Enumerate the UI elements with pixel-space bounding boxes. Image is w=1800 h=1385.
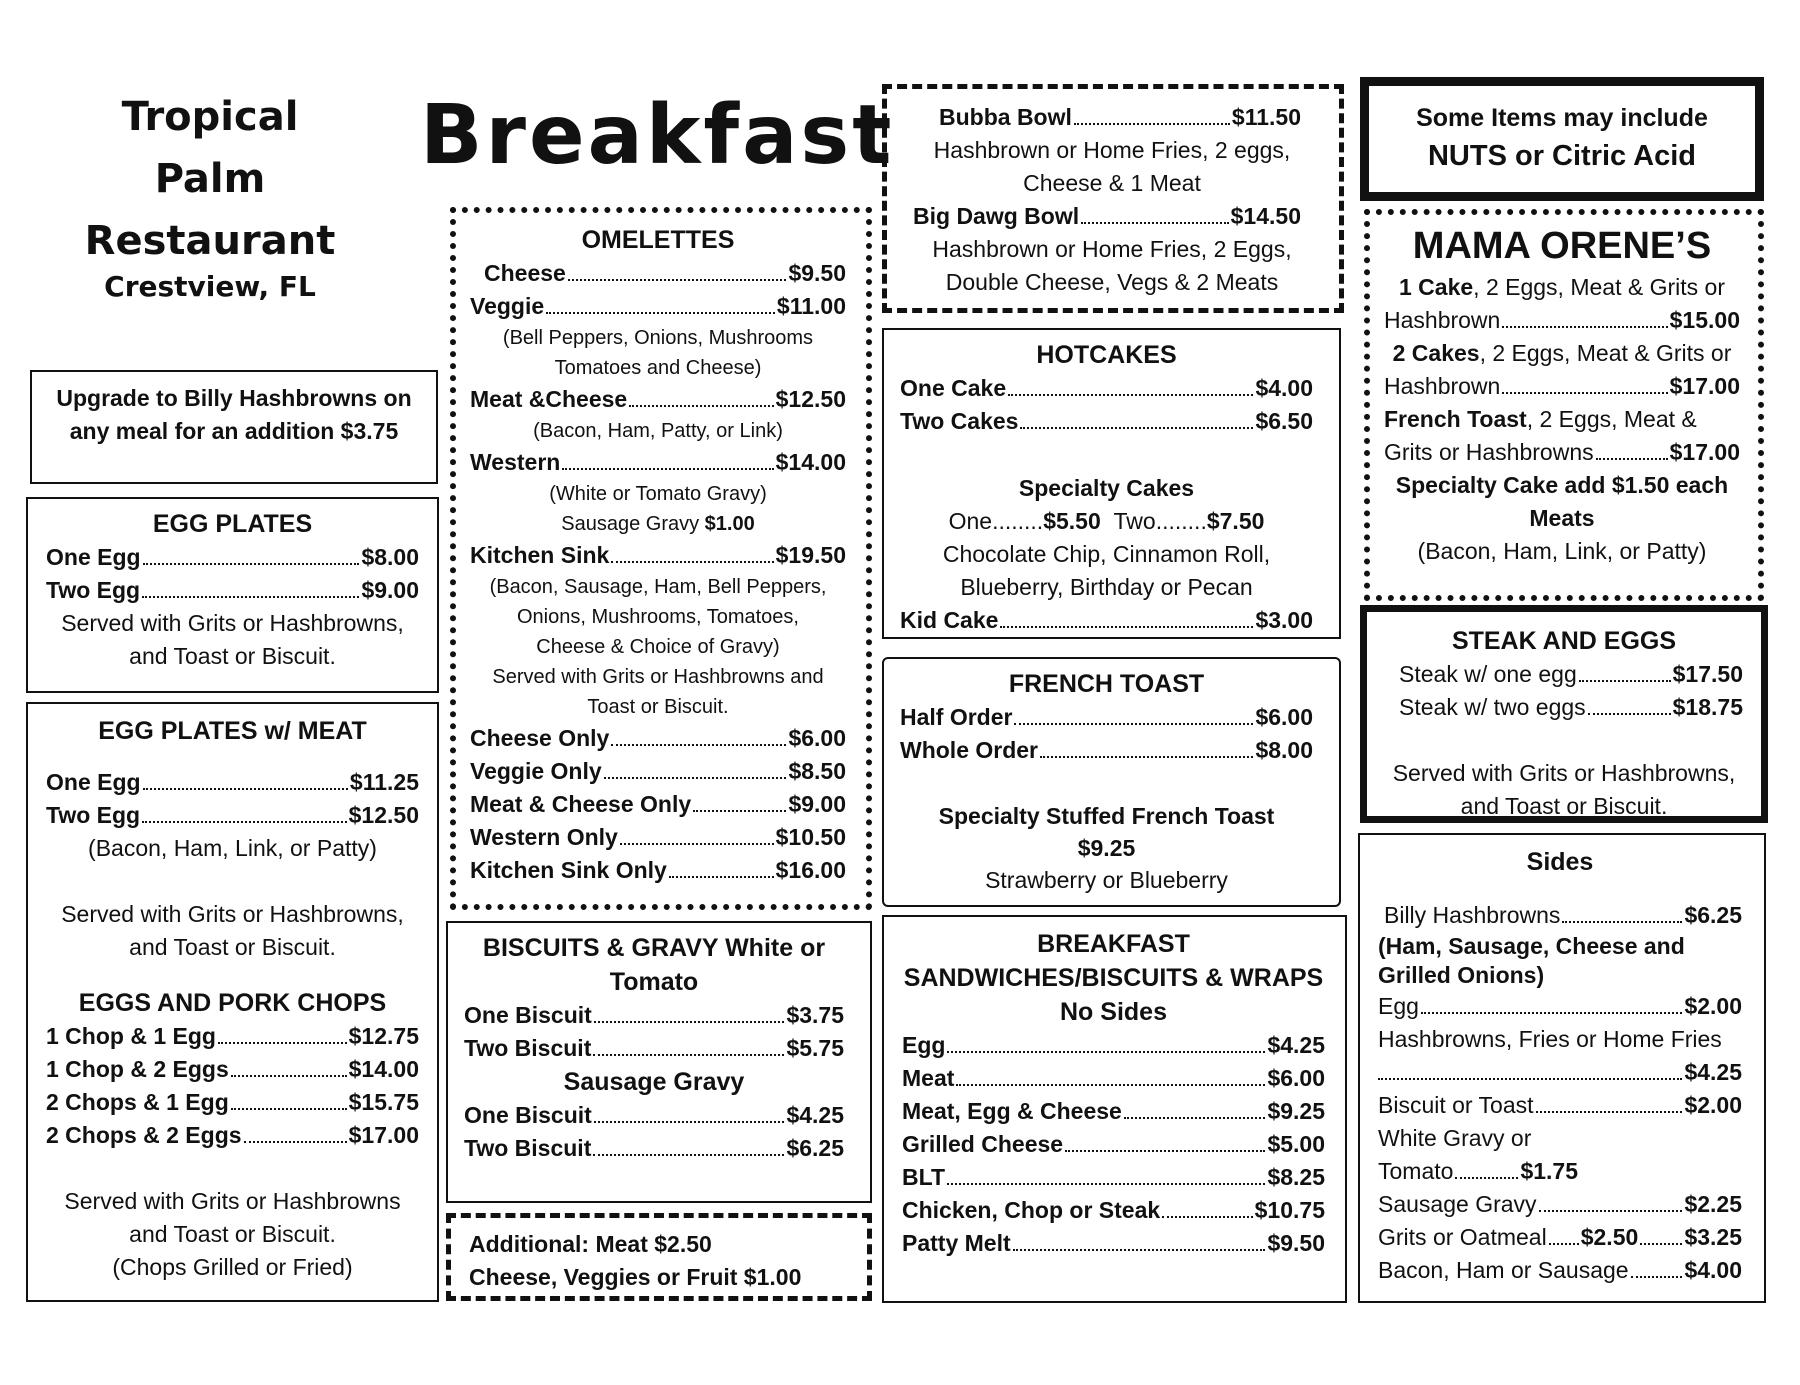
menu-item bbox=[902, 1227, 1325, 1260]
biscuits-heading: BISCUITS & GRAVY White or bbox=[482, 934, 826, 962]
specialty-cake-note: Meats bbox=[1529, 505, 1595, 531]
stuffed-french-toast-price: $9.25 bbox=[1077, 835, 1136, 861]
item-price: $8.25 bbox=[1267, 1164, 1325, 1190]
item-description bbox=[470, 509, 846, 539]
egg-meat-section bbox=[26, 702, 439, 1302]
served-note: Toast or Biscuit. bbox=[587, 696, 729, 718]
item-price: $1.75 bbox=[1520, 1158, 1578, 1184]
two-price: $7.50 bbox=[1206, 508, 1265, 534]
biscuits-section bbox=[446, 921, 872, 1203]
menu-item bbox=[1385, 658, 1743, 691]
item-name: Kitchen Sink Only bbox=[470, 857, 667, 883]
served-note: and Toast or Biscuit. bbox=[129, 643, 336, 669]
item-price: $8.00 bbox=[1255, 737, 1313, 763]
item-description: Onions, Mushrooms, Tomatoes, bbox=[517, 606, 799, 628]
menu-item bbox=[470, 290, 846, 323]
item-name: Grits or Oatmeal bbox=[1378, 1224, 1547, 1250]
item-name: Hashbrown bbox=[1384, 307, 1501, 333]
item-name: 1 Chop & 2 Eggs bbox=[46, 1056, 229, 1082]
steak-eggs-section bbox=[1360, 605, 1768, 823]
menu-item bbox=[1378, 1089, 1742, 1122]
item-price: $9.00 bbox=[361, 577, 419, 603]
item-description: Double Cheese, Vegs & 2 Meats bbox=[945, 269, 1279, 295]
menu-item bbox=[46, 1053, 419, 1086]
two-label: Two bbox=[1113, 508, 1156, 534]
item-name: Billy Hashbrowns bbox=[1384, 902, 1561, 928]
mama-orenes-heading: MAMA ORENE’S bbox=[1412, 225, 1712, 267]
item-name: Hashbrown bbox=[1384, 373, 1501, 399]
item-name: Cheese bbox=[484, 260, 566, 286]
combo-name: 2 Cakes bbox=[1392, 340, 1480, 366]
upgrade-line1: Upgrade to Billy Hashbrowns on bbox=[56, 385, 412, 411]
menu-item bbox=[1378, 990, 1742, 1023]
item-description: Tomatoes and Cheese) bbox=[554, 357, 762, 379]
menu-item bbox=[1385, 691, 1743, 724]
menu-item bbox=[46, 799, 419, 832]
item-name: Grilled Cheese bbox=[902, 1131, 1064, 1157]
menu-item bbox=[1378, 1188, 1742, 1221]
menu-item bbox=[470, 788, 846, 821]
allergy-line2: NUTS or Citric Acid bbox=[1427, 140, 1696, 172]
menu-item bbox=[1378, 1221, 1742, 1254]
allergy-line1: Some Items may include bbox=[1416, 104, 1708, 132]
item-price: $6.50 bbox=[1255, 408, 1313, 434]
item-description: Hashbrown or Home Fries, 2 Eggs, bbox=[932, 236, 1292, 262]
specialty-cakes-heading: Specialty Cakes bbox=[1018, 475, 1195, 501]
item-name: Two Egg bbox=[46, 802, 141, 828]
item-description: (Bell Peppers, Onions, Mushrooms bbox=[502, 327, 814, 349]
menu-item bbox=[902, 1095, 1325, 1128]
menu-item bbox=[900, 372, 1313, 405]
item-price: $15.75 bbox=[348, 1089, 419, 1115]
stuffed-french-toast-heading: Specialty Stuffed French Toast bbox=[938, 803, 1275, 829]
served-note: Served with Grits or Hashbrowns and bbox=[492, 666, 824, 688]
item-description: (Bacon, Ham, Patty, or Link) bbox=[533, 420, 783, 442]
served-note: and Toast or Biscuit. bbox=[129, 1221, 336, 1247]
menu-item bbox=[470, 383, 846, 416]
item-price: $9.00 bbox=[788, 791, 846, 817]
item-price: $6.25 bbox=[786, 1135, 844, 1161]
menu-item bbox=[1384, 304, 1740, 337]
menu-item bbox=[902, 1194, 1325, 1227]
item-name: Western Only bbox=[470, 824, 618, 850]
item-price: $15.00 bbox=[1669, 307, 1740, 333]
egg-meat-heading: EGG PLATES w/ MEAT bbox=[98, 717, 367, 745]
item-name: Chicken, Chop or Steak bbox=[902, 1197, 1161, 1223]
item-description: (White or Tomato Gravy) bbox=[549, 483, 767, 505]
sandwiches-heading: BREAKFAST bbox=[1037, 930, 1190, 958]
one-label: One bbox=[948, 508, 993, 534]
item-price: $8.00 bbox=[361, 544, 419, 570]
item-price: $3.25 bbox=[1684, 1224, 1742, 1250]
item-name: Two Egg bbox=[46, 577, 141, 603]
french-toast-section bbox=[882, 657, 1341, 907]
item-price: $14.00 bbox=[348, 1056, 419, 1082]
menu-item bbox=[913, 101, 1311, 134]
restaurant-location: Crestview, FL bbox=[104, 270, 316, 303]
item-description: Grilled Onions) bbox=[1378, 962, 1545, 988]
sausage-gravy-heading: Sausage Gravy bbox=[563, 1068, 745, 1096]
served-note: Served with Grits or Hashbrowns bbox=[64, 1188, 401, 1214]
item-price: $6.00 bbox=[1267, 1065, 1325, 1091]
mama-orenes-section bbox=[1364, 209, 1764, 601]
item-price: $17.00 bbox=[348, 1122, 419, 1148]
menu-item bbox=[1378, 1056, 1742, 1089]
menu-item bbox=[1378, 899, 1742, 932]
item-name: Bubba Bowl bbox=[939, 104, 1072, 130]
cake-flavors: Blueberry, Birthday or Pecan bbox=[960, 574, 1253, 600]
combo-description bbox=[1384, 271, 1740, 304]
omelettes-heading: OMELETTES bbox=[581, 226, 735, 254]
item-name: Steak w/ two eggs bbox=[1399, 694, 1586, 720]
menu-item bbox=[464, 1132, 844, 1165]
menu-item bbox=[470, 539, 846, 572]
item-price: $12.75 bbox=[348, 1023, 419, 1049]
bowls-section bbox=[882, 84, 1344, 313]
item-price: $8.50 bbox=[788, 758, 846, 784]
omelettes-section bbox=[450, 207, 872, 910]
item-name: 1 Chop & 1 Egg bbox=[46, 1023, 216, 1049]
item-price: $6.00 bbox=[1255, 704, 1313, 730]
served-note: Served with Grits or Hashbrowns, bbox=[61, 901, 404, 927]
item-name: Half Order bbox=[900, 704, 1013, 730]
item-price: $2.25 bbox=[1684, 1191, 1742, 1217]
egg-plates-section bbox=[26, 497, 439, 693]
menu-item bbox=[470, 722, 846, 755]
upgrade-line2: any meal for an addition $3.75 bbox=[69, 418, 399, 444]
item-price: $14.50 bbox=[1230, 203, 1301, 229]
stuffed-french-toast-flavors: Strawberry or Blueberry bbox=[985, 867, 1228, 893]
item-name: 2 Chops & 2 Eggs bbox=[46, 1122, 242, 1148]
hotcakes-heading: HOTCAKES bbox=[1036, 341, 1177, 369]
served-note: Served with Grits or Hashbrowns, bbox=[1392, 760, 1736, 786]
item-name: Egg bbox=[1378, 993, 1419, 1019]
menu-item bbox=[902, 1029, 1325, 1062]
additional-box bbox=[446, 1213, 872, 1301]
item-description: Cheese & Choice of Gravy) bbox=[536, 636, 780, 658]
combo-description bbox=[1384, 337, 1740, 370]
french-toast-heading: FRENCH TOAST bbox=[1008, 670, 1205, 698]
item-price: $11.25 bbox=[349, 769, 419, 795]
item-name: Kitchen Sink bbox=[470, 542, 610, 568]
item-price: $3.00 bbox=[1255, 607, 1313, 633]
menu-item bbox=[46, 766, 419, 799]
combo-name: French Toast bbox=[1384, 406, 1527, 432]
sandwiches-section bbox=[882, 915, 1347, 1303]
page-title: Breakfast bbox=[420, 88, 895, 183]
item-name: 2 Chops & 1 Egg bbox=[46, 1089, 229, 1115]
item-name: Kid Cake bbox=[900, 607, 999, 633]
menu-item bbox=[900, 734, 1313, 767]
item-name: Western bbox=[470, 449, 561, 475]
item-description: (Bacon, Sausage, Ham, Bell Peppers, bbox=[489, 576, 827, 598]
item-name: Two Biscuit bbox=[464, 1035, 592, 1061]
item-name: Biscuit or Toast bbox=[1378, 1092, 1534, 1118]
item-name: Meat bbox=[902, 1065, 955, 1091]
restaurant-name bbox=[60, 86, 360, 272]
item-price: $9.50 bbox=[1267, 1230, 1325, 1256]
specialty-cake-note: Specialty Cake add $1.50 each bbox=[1395, 472, 1729, 498]
combo-name: 1 Cake bbox=[1399, 274, 1474, 300]
menu-item bbox=[46, 1086, 419, 1119]
served-note: (Chops Grilled or Fried) bbox=[112, 1254, 353, 1280]
item-name: Meat & Cheese Only bbox=[470, 791, 692, 817]
menu-item bbox=[470, 854, 846, 887]
item-name: Patty Melt bbox=[902, 1230, 1011, 1256]
item-price: $4.00 bbox=[1684, 1257, 1742, 1283]
allergy-notice bbox=[1360, 77, 1764, 201]
item-name: Steak w/ one egg bbox=[1399, 661, 1577, 687]
item-price: $4.00 bbox=[1255, 375, 1313, 401]
menu-item bbox=[902, 1128, 1325, 1161]
combo-detail: , 2 Eggs, Meat & bbox=[1526, 406, 1697, 432]
served-note: and Toast or Biscuit. bbox=[129, 934, 336, 960]
item-name: Meat, Egg & Cheese bbox=[902, 1098, 1122, 1124]
specialty-cakes-prices: One........$5.50 Two........$7.50 bbox=[948, 508, 1265, 534]
menu-item bbox=[470, 755, 846, 788]
item-price: $2.00 bbox=[1684, 1092, 1742, 1118]
menu-item bbox=[470, 257, 846, 290]
item-name: White Gravy or bbox=[1378, 1125, 1532, 1151]
menu-item bbox=[900, 604, 1313, 637]
item-price: $17.00 bbox=[1669, 439, 1740, 465]
combo-description bbox=[1384, 403, 1740, 436]
item-price: $17.50 bbox=[1672, 661, 1743, 687]
item-name: One Egg bbox=[46, 544, 141, 570]
one-price: $5.50 bbox=[1043, 508, 1101, 534]
item-price: $2.50 bbox=[1580, 1224, 1639, 1250]
menu-item bbox=[464, 1032, 844, 1065]
menu-item bbox=[470, 446, 846, 479]
item-price: $5.00 bbox=[1267, 1131, 1325, 1157]
restaurant-name-line3: Restaurant bbox=[84, 218, 336, 264]
item-description: (Ham, Sausage, Cheese and bbox=[1378, 933, 1685, 959]
item-price: $12.50 bbox=[348, 802, 419, 828]
restaurant-name-line1: Tropical bbox=[121, 94, 299, 140]
menu-item bbox=[46, 574, 419, 607]
item-name: Meat &Cheese bbox=[470, 386, 628, 412]
cake-flavors: Chocolate Chip, Cinnamon Roll, bbox=[942, 541, 1271, 567]
item-name: Cheese Only bbox=[470, 725, 610, 751]
item-name: Bacon, Ham or Sausage bbox=[1378, 1257, 1629, 1283]
steak-eggs-heading: STEAK AND EGGS bbox=[1451, 627, 1677, 655]
item-price: $10.50 bbox=[775, 824, 846, 850]
upgrade-box bbox=[30, 370, 438, 484]
restaurant-name-line2: Palm bbox=[154, 156, 266, 202]
item-name: Whole Order bbox=[900, 737, 1039, 763]
item-description: Cheese & 1 Meat bbox=[1023, 170, 1201, 196]
meat-options: (Bacon, Ham, Link, or Patty) bbox=[1417, 538, 1707, 564]
combo-detail: , 2 Eggs, Meat & Grits or bbox=[1473, 274, 1725, 300]
item-price: $18.75 bbox=[1672, 694, 1743, 720]
item-price: $2.00 bbox=[1684, 993, 1742, 1019]
combo-detail: , 2 Eggs, Meat & Grits or bbox=[1479, 340, 1732, 366]
menu-item bbox=[902, 1062, 1325, 1095]
additional-line1: Additional: Meat $2.50 bbox=[469, 1231, 712, 1257]
item-price: $6.00 bbox=[788, 725, 846, 751]
menu-item bbox=[900, 405, 1313, 438]
menu-item bbox=[470, 821, 846, 854]
item-price: $6.25 bbox=[1684, 902, 1742, 928]
item-name: Tomato bbox=[1378, 1158, 1454, 1184]
item-name: One Cake bbox=[900, 375, 1007, 401]
menu-item bbox=[1384, 370, 1740, 403]
item-price: $9.25 bbox=[1267, 1098, 1325, 1124]
item-name: One Biscuit bbox=[464, 1002, 592, 1028]
item-price: $16.00 bbox=[775, 857, 846, 883]
item-price: $12.50 bbox=[775, 386, 846, 412]
item-name: Egg bbox=[902, 1032, 946, 1058]
item-price: $19.50 bbox=[775, 542, 846, 568]
item-name: Veggie Only bbox=[470, 758, 602, 784]
item-name: Veggie bbox=[470, 293, 545, 319]
item-price: $11.00 bbox=[776, 293, 846, 319]
item-name: Grits or Hashbrowns bbox=[1384, 439, 1594, 465]
item-price: $4.25 bbox=[1267, 1032, 1325, 1058]
menu-item bbox=[902, 1161, 1325, 1194]
menu-item bbox=[464, 1099, 844, 1132]
sausage-gravy-price: $1.00 bbox=[704, 513, 755, 535]
item-name: Two Biscuit bbox=[464, 1135, 592, 1161]
item-price: $5.75 bbox=[786, 1035, 844, 1061]
menu-item bbox=[46, 541, 419, 574]
item-name: BLT bbox=[902, 1164, 946, 1190]
menu-item bbox=[1378, 1254, 1742, 1287]
item-description: Hashbrown or Home Fries, 2 eggs, bbox=[933, 137, 1291, 163]
menu-item bbox=[1384, 436, 1740, 469]
item-price: $4.25 bbox=[786, 1102, 844, 1128]
served-note: and Toast or Biscuit. bbox=[1460, 793, 1668, 819]
item-price: $10.75 bbox=[1254, 1197, 1325, 1223]
no-sides-label: No Sides bbox=[1060, 998, 1167, 1026]
sides-section bbox=[1358, 833, 1766, 1303]
item-price: $11.50 bbox=[1231, 104, 1301, 130]
sides-heading: Sides bbox=[1526, 848, 1594, 876]
menu-item bbox=[464, 999, 844, 1032]
pork-chops-heading: EGGS AND PORK CHOPS bbox=[78, 989, 387, 1017]
item-price: $4.25 bbox=[1684, 1059, 1742, 1085]
sandwiches-heading: SANDWICHES/BISCUITS & WRAPS bbox=[903, 964, 1324, 992]
item-name: Two Cakes bbox=[900, 408, 1019, 434]
item-name: Hashbrowns, Fries or Home Fries bbox=[1378, 1026, 1722, 1052]
sausage-gravy-label: Sausage Gravy bbox=[561, 513, 700, 535]
item-name: Big Dawg Bowl bbox=[913, 203, 1080, 229]
menu-item bbox=[1378, 1155, 1578, 1188]
additional-line2: Cheese, Veggies or Fruit $1.00 bbox=[469, 1264, 802, 1290]
item-name: One Biscuit bbox=[464, 1102, 592, 1128]
item-name: One Egg bbox=[46, 769, 141, 795]
item-price: $17.00 bbox=[1669, 373, 1740, 399]
item-price: $14.00 bbox=[775, 449, 846, 475]
item-price: $9.50 bbox=[788, 260, 846, 286]
menu-item bbox=[46, 1020, 419, 1053]
menu-item bbox=[46, 1119, 419, 1152]
menu-item bbox=[900, 701, 1313, 734]
served-note: Served with Grits or Hashbrowns, bbox=[61, 610, 404, 636]
item-name: Sausage Gravy bbox=[1378, 1191, 1537, 1217]
item-price: $3.75 bbox=[786, 1002, 844, 1028]
biscuits-heading: Tomato bbox=[609, 968, 699, 996]
egg-plates-heading: EGG PLATES bbox=[152, 510, 313, 538]
menu-item bbox=[913, 200, 1311, 233]
meat-options: (Bacon, Ham, Link, or Patty) bbox=[88, 835, 377, 861]
hotcakes-section bbox=[882, 328, 1341, 639]
